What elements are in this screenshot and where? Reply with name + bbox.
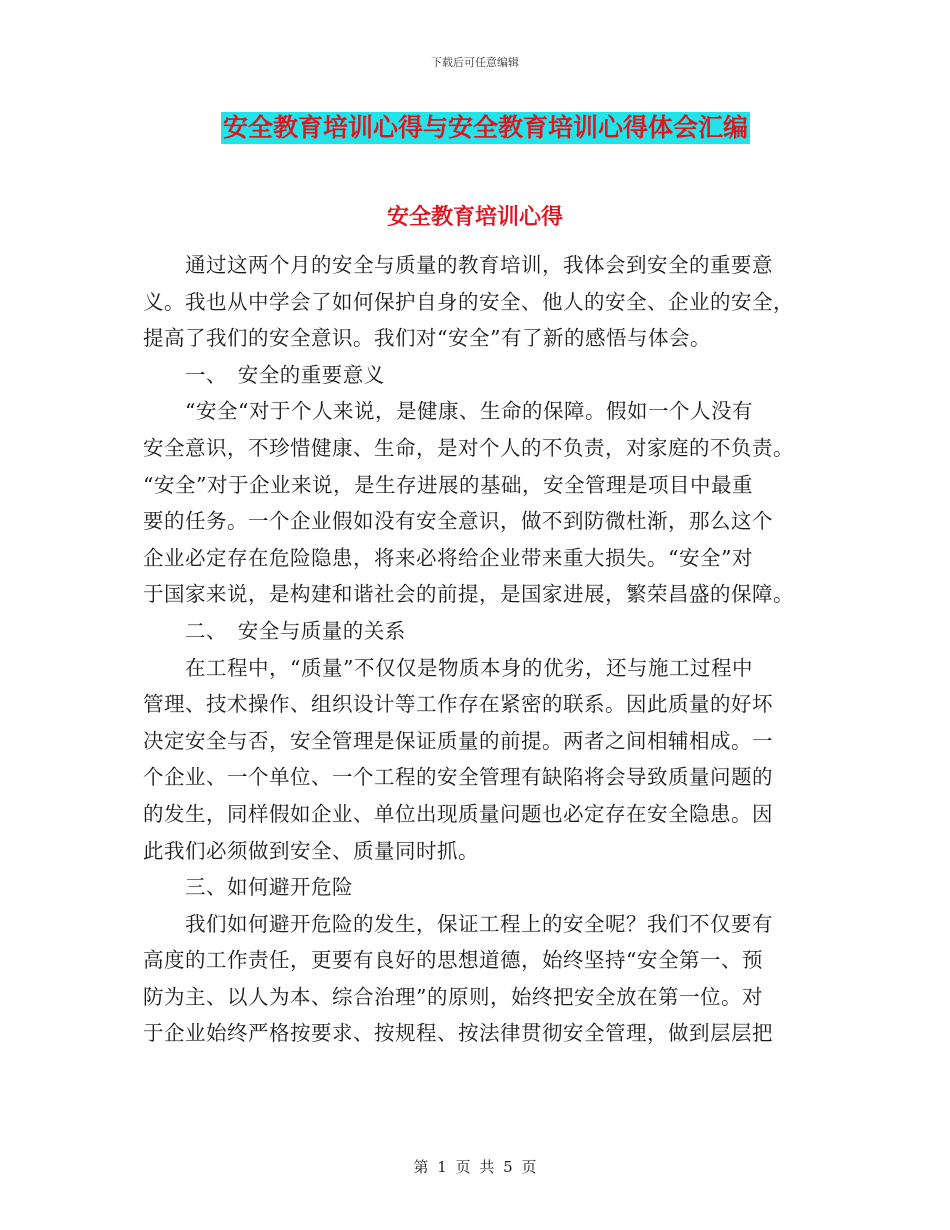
page-footer: 第 1 页 共 5 页 [413, 1158, 537, 1176]
text-line: 我们如何避开危险的发生，保证工程上的安全呢？我们不仅要有 [143, 911, 773, 936]
subheading-2: 二、 安全与质量的关系 [143, 618, 406, 643]
text-line: 的发生，同样假如企业、单位出现质量问题也必定存在安全隐患。因 [143, 801, 773, 826]
text-line: 企业必定存在危险隐患，将来必将给企业带来重大损失。“安全”对 [143, 545, 753, 570]
text-line: 提高了我们的安全意识。我们对“安全”有了新的感悟与体会。 [143, 326, 711, 351]
text-line: 于企业始终严格按要求、按规程、按法律贯彻安全管理，做到层层把 [143, 1021, 773, 1046]
text-line: 防为主、以人为本、综合治理”的原则，始终把安全放在第一位。对 [143, 984, 763, 1009]
text-line: 安全意识，不珍惜健康、生命，是对个人的不负责，对家庭的不负责。 [143, 435, 794, 460]
section-title: 安全教育培训心得 [386, 205, 563, 230]
text-line: 高度的工作责任，更要有良好的思想道德，始终坚持“安全第一、预 [143, 948, 763, 973]
text-line: 此我们必须做到安全、质量同时抓。 [143, 838, 479, 863]
text-line: 义。我也从中学会了如何保护自身的安全、他人的安全、企业的安全， [143, 289, 794, 314]
body-text [143, 247, 808, 1052]
text-line: 个企业、一个单位、一个工程的安全管理有缺陷将会导致质量问题的 [143, 765, 773, 790]
subheading-1: 一、 安全的重要意义 [143, 362, 385, 387]
text-line: 通过这两个月的安全与质量的教育培训，我体会到安全的重要意 [143, 253, 773, 277]
text-line: 决定安全与否，安全管理是保证质量的前提。两者之间相辅相成。一 [143, 728, 773, 753]
header-note: 下载后可任意编辑 [431, 56, 519, 69]
document-title: 安全教育培训心得与安全教育培训心得体会汇编 [223, 113, 749, 142]
text-line: “安全“对于个人来说，是健康、生命的保障。假如一个人没有 [143, 399, 753, 424]
text-line: 在工程中，“质量”不仅仅是物质本身的优劣，还与施工过程中 [143, 655, 753, 680]
text-line: 管理、技术操作、组织设计等工作存在紧密的联系。因此质量的好坏 [143, 692, 773, 717]
text-line: 于国家来说，是构建和谐社会的前提，是国家进展，繁荣昌盛的保障。 [143, 582, 794, 607]
text-line: “安全”对于企业来说，是生存进展的基础，安全管理是项目中最重 [143, 472, 753, 497]
text-line: 要的任务。一个企业假如没有安全意识，做不到防微杜渐，那么这个 [143, 509, 773, 534]
subheading-3: 三、如何避开危险 [143, 875, 353, 900]
